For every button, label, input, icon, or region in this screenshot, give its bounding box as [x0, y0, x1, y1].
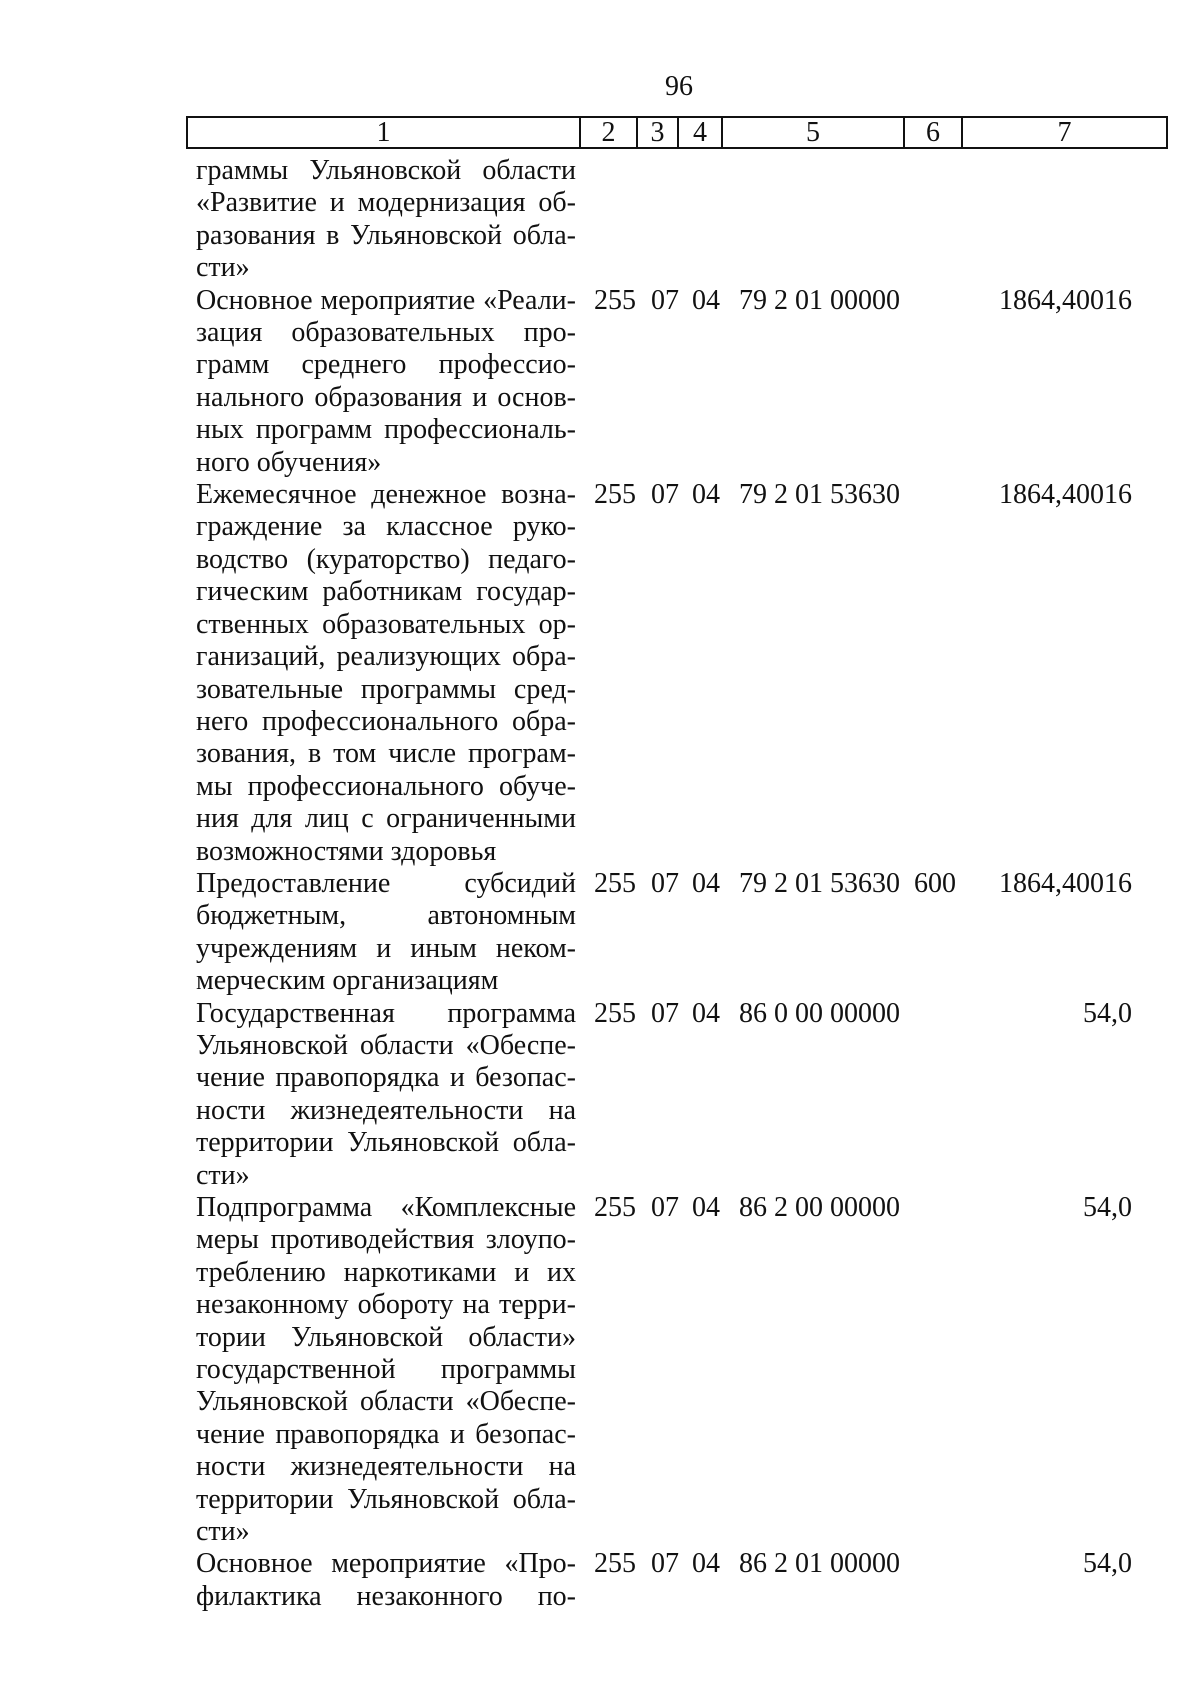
description-line: «Развитие и модернизация об- [196, 187, 576, 219]
description-line: бюджетным, автономным [196, 900, 576, 932]
description-line: грамм среднего профессио- [196, 349, 576, 381]
amount-value: 54,0 [1083, 1548, 1132, 1580]
column-header-table [186, 116, 1168, 149]
target-article-code: 79 2 01 53630 [739, 867, 900, 899]
section-code: 07 [651, 284, 679, 316]
row-description [196, 479, 576, 868]
row-description [196, 868, 576, 998]
table-row [0, 1192, 1200, 1548]
row-description [196, 1192, 576, 1548]
description-line: Ежемесячное денежное возна- [196, 479, 576, 511]
subsection-code: 04 [692, 479, 720, 511]
column-header-7: 7 [962, 117, 1167, 148]
row-description [196, 285, 576, 479]
description-line: Подпрограмма «Комплексные [196, 1192, 576, 1223]
description-line: ных программ профессиональ- [196, 414, 576, 446]
description-line: зования, в том числе програм- [196, 738, 576, 770]
table-row [0, 1548, 1200, 1613]
row-description [196, 1548, 576, 1613]
description-line: территории Ульяновской обла- [196, 1483, 576, 1515]
admin-code: 255 [594, 1192, 636, 1223]
section-code: 07 [651, 479, 679, 511]
description-line: возможностями здоровья [196, 835, 497, 867]
subsection-code: 04 [692, 284, 720, 316]
description-line: ности жизнедеятельности на [196, 1094, 576, 1126]
description-line: чение правопорядка и безопас- [196, 1062, 576, 1094]
table-row [0, 285, 1200, 479]
table-row [0, 479, 1200, 868]
description-line: сти» [196, 252, 250, 284]
column-header-6: 6 [904, 117, 962, 148]
description-line: чение правопорядка и безопас- [196, 1418, 576, 1450]
admin-code: 255 [594, 479, 636, 511]
description-line: Предоставление субсидий [196, 867, 576, 899]
target-article-code: 86 2 00 00000 [739, 1192, 900, 1223]
description-line: государственной программы [196, 1354, 576, 1386]
table-row [0, 868, 1200, 998]
description-line: Основное мероприятие «Про- [196, 1548, 576, 1580]
admin-code: 255 [594, 284, 636, 316]
column-header-5: 5 [722, 117, 904, 148]
target-article-code: 86 2 01 00000 [739, 1548, 900, 1580]
section-code: 07 [651, 997, 679, 1029]
description-line: сти» [196, 1516, 250, 1548]
section-code: 07 [651, 1548, 679, 1580]
section-code: 07 [651, 867, 679, 899]
subsection-code: 04 [692, 867, 720, 899]
description-line: Ульяновской области «Обеспе- [196, 1386, 576, 1418]
description-line: Государственная программа [196, 997, 576, 1029]
description-line: ственных образовательных ор- [196, 608, 576, 640]
column-header-row [187, 117, 1167, 148]
column-header-2: 2 [580, 117, 637, 148]
amount-value: 54,0 [1083, 1192, 1132, 1223]
amount-value: 1864,40016 [999, 867, 1132, 899]
table-row [0, 155, 1200, 285]
description-line: мы профессионального обуче- [196, 770, 576, 802]
subsection-code: 04 [692, 1192, 720, 1223]
column-header-3: 3 [637, 117, 678, 148]
target-article-code: 79 2 01 00000 [739, 284, 900, 316]
target-article-code: 86 0 00 00000 [739, 997, 900, 1029]
description-line: незаконному обороту на терри- [196, 1289, 576, 1321]
admin-code: 255 [594, 1548, 636, 1580]
description-line: граммы Ульяновской области [196, 155, 576, 186]
description-line: граждение за классное руко- [196, 511, 576, 543]
description-line: тории Ульяновской области» [196, 1321, 576, 1353]
description-line: гическим работникам государ- [196, 576, 576, 608]
admin-code: 255 [594, 997, 636, 1029]
column-header-1: 1 [187, 117, 580, 148]
page-number: 96 [665, 71, 693, 102]
subsection-code: 04 [692, 1548, 720, 1580]
amount-value: 54,0 [1083, 997, 1132, 1029]
description-line: ганизаций, реализующих обра- [196, 641, 576, 673]
description-line: мерческим организациям [196, 965, 499, 997]
table-row [0, 998, 1200, 1192]
description-line: меры противодействия злоупо- [196, 1224, 576, 1256]
description-line: разования в Ульяновской обла- [196, 219, 576, 251]
table-body [0, 155, 1200, 1613]
description-line: сти» [196, 1159, 250, 1191]
description-line: нального образования и основ- [196, 381, 576, 413]
description-line: треблению наркотиками и их [196, 1256, 576, 1288]
expense-type-code: 600 [914, 867, 956, 899]
description-line: Ульяновской области «Обеспе- [196, 1029, 576, 1061]
description-line: зация образовательных про- [196, 317, 576, 349]
column-header-4: 4 [678, 117, 722, 148]
amount-value: 1864,40016 [999, 479, 1132, 511]
target-article-code: 79 2 01 53630 [739, 479, 900, 511]
admin-code: 255 [594, 867, 636, 899]
section-code: 07 [651, 1192, 679, 1223]
description-line: водство (кураторство) педаго- [196, 543, 576, 575]
description-line: ного обучения» [196, 446, 382, 478]
row-description [196, 155, 576, 285]
description-line: территории Ульяновской обла- [196, 1127, 576, 1159]
subsection-code: 04 [692, 997, 720, 1029]
description-line: него профессионального обра- [196, 705, 576, 737]
description-line: ности жизнедеятельности на [196, 1451, 576, 1483]
description-line: филактика незаконного по- [196, 1580, 576, 1612]
amount-value: 1864,40016 [999, 284, 1132, 316]
description-line: ния для лиц с ограниченными [196, 803, 576, 835]
description-line: Основное мероприятие «Реали- [196, 284, 576, 316]
description-line: учреждениям и иным неком- [196, 932, 576, 964]
description-line: зовательные программы сред- [196, 673, 576, 705]
row-description [196, 998, 576, 1192]
